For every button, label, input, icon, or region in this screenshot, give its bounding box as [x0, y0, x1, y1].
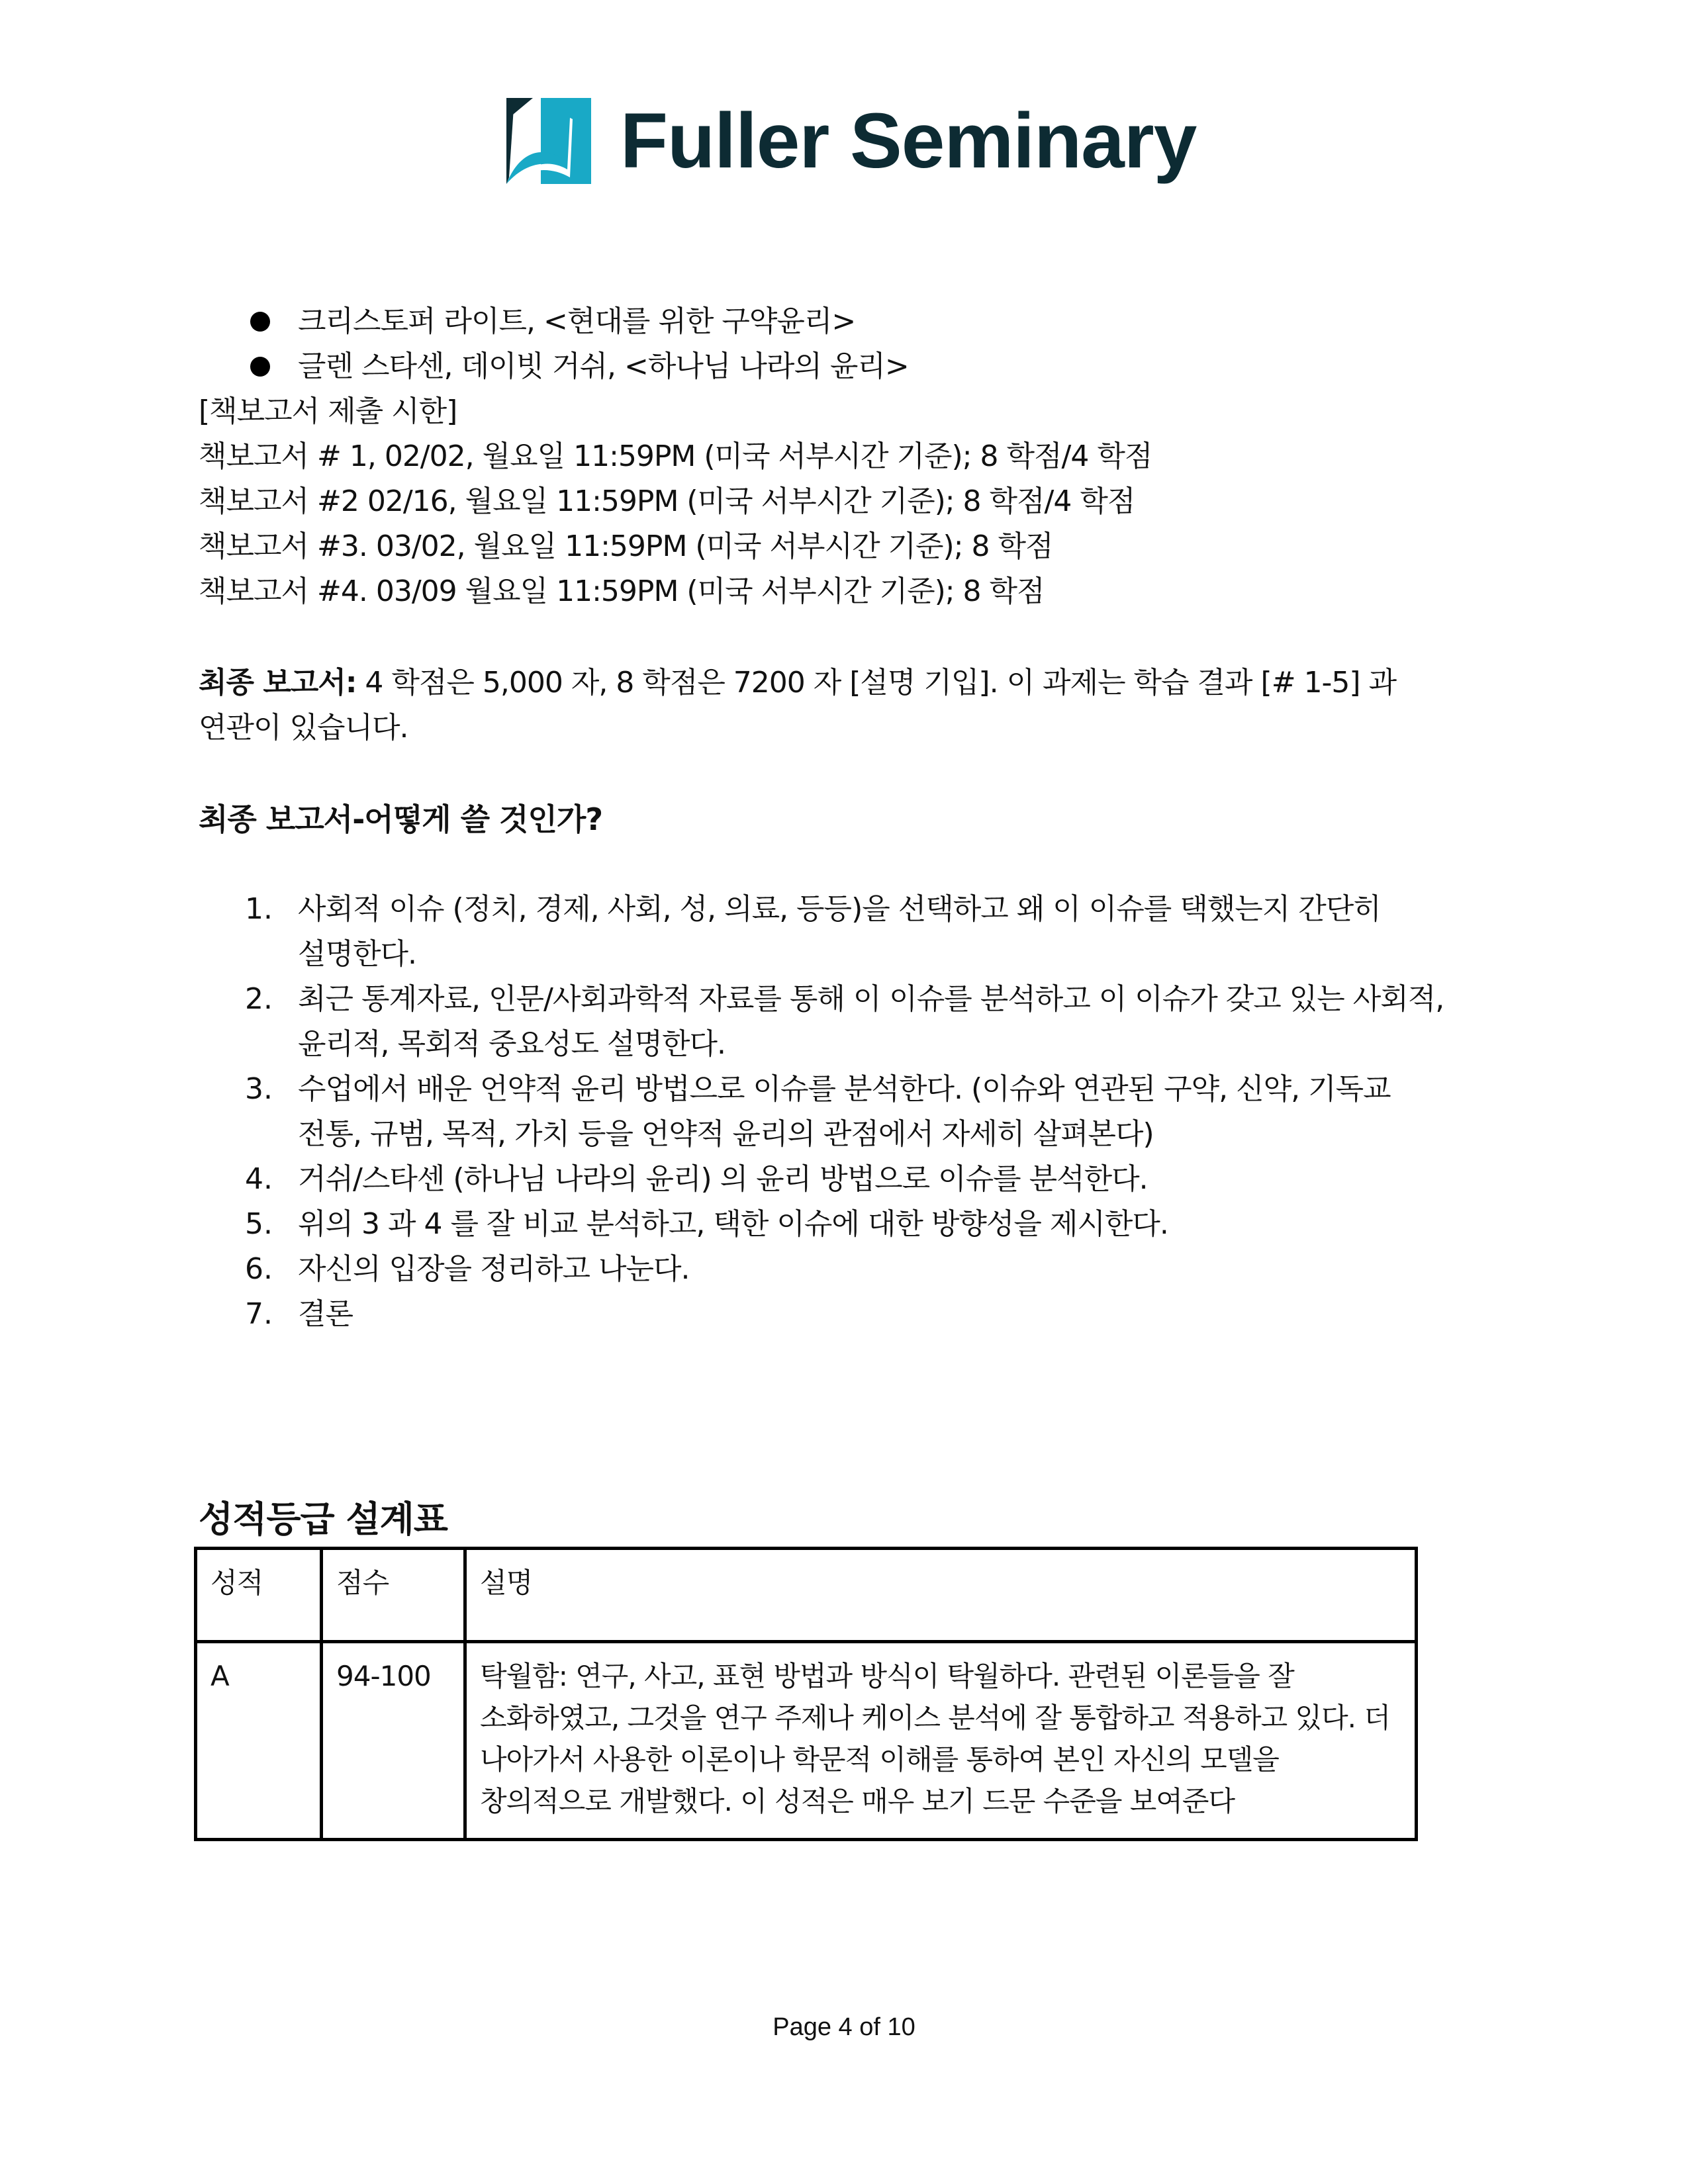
logo-wordmark: Fuller Seminary [620, 97, 1197, 185]
grade-cell: A [196, 1642, 322, 1840]
header-grade: 성적 [196, 1549, 322, 1642]
final-report-line-1 [199, 660, 1396, 705]
how-to-title: 최종 보고서-어떻게 쓸 것인가? [199, 801, 603, 837]
step-number: 2. [245, 982, 273, 1016]
table-row [196, 1642, 1417, 1840]
rubric-header-row [196, 1549, 1417, 1642]
deadline-item: 책보고서 # 1, 02/02, 월요일 11:59PM (미국 서부시간 기준); 8 학점/4 학점 [199, 439, 1152, 473]
deadline-item: 책보고서 #3. 03/02, 월요일 11:59PM (미국 서부시간 기준); 8 학점 [199, 529, 1053, 563]
step-text-cont: 윤리적, 목회적 중요성도 설명한다. [298, 1027, 726, 1061]
final-report-text: 4 학점은 5,000 자, 8 학점은 7200 자 [설명 기입]. 이 과제는 학습 결과 [# 1-5] 과 [356, 666, 1397, 700]
step-text: 자신의 입장을 정리하고 나눈다. [298, 1252, 690, 1286]
step-text: 사회적 이슈 (정치, 경제, 사회, 성, 의료, 등등)을 선택하고 왜 이 이슈를 택했는지 간단히 [298, 892, 1381, 926]
header-score: 점수 [322, 1549, 465, 1642]
step-text: 거쉬/스타센 (하나님 나라의 윤리) 의 윤리 방법으로 이슈를 분석한다. [298, 1162, 1148, 1196]
step-text: 최근 통계자료, 인문/사회과학적 자료를 통해 이 이슈를 분석하고 이 이슈가 갖고 있는 사회적, [298, 982, 1444, 1016]
header-description: 설명 [465, 1549, 1417, 1642]
step-text-cont: 전통, 규범, 목적, 가치 등을 언약적 윤리의 관점에서 자세히 살펴본다) [298, 1117, 1154, 1151]
step-number: 3. [245, 1072, 273, 1106]
description-line: 탁월함: 연구, 사고, 표현 방법과 방식이 탁월하다. 관련된 이론들을 잘 [480, 1660, 1294, 1692]
step-number: 4. [245, 1162, 273, 1196]
reading-item: 크리스토퍼 라이트, <현대를 위한 구약윤리> [298, 304, 856, 338]
rubric-table [194, 1547, 1418, 1841]
step-number: 7. [245, 1297, 273, 1331]
description-cell [465, 1642, 1417, 1840]
final-report-label: 최종 보고서: [199, 666, 357, 700]
step-number: 1. [245, 892, 273, 926]
step-text-cont: 설명한다. [298, 937, 417, 971]
page-number: Page 4 of 10 [773, 2013, 915, 2041]
reading-item: 글렌 스타센, 데이빗 거쉬, <하나님 나라의 윤리> [298, 349, 909, 383]
deadline-item: 책보고서 #4. 03/09 월요일 11:59PM (미국 서부시간 기준); 8 학점 [199, 574, 1045, 608]
description-line: 창의적으로 개발했다. 이 성적은 매우 보기 드문 수준을 보여준다 [480, 1785, 1235, 1817]
bullet-icon [250, 312, 270, 332]
step-number: 5. [245, 1207, 273, 1241]
book-logo-icon [506, 98, 591, 184]
score-cell: 94-100 [322, 1642, 465, 1840]
description-line: 나아가서 사용한 이론이나 학문적 이해를 통하여 본인 자신의 모델을 [480, 1743, 1279, 1776]
fuller-seminary-logo [506, 98, 1196, 184]
deadline-item: 책보고서 #2 02/16, 월요일 11:59PM (미국 서부시간 기준); 8 학점/4 학점 [199, 484, 1135, 518]
deadlines-title: [책보고서 제출 시한] [199, 394, 457, 428]
step-text: 결론 [298, 1297, 353, 1331]
step-text: 위의 3 과 4 를 잘 비교 분석하고, 택한 이슈에 대한 방향성을 제시한다. [298, 1207, 1168, 1241]
step-number: 6. [245, 1252, 273, 1286]
bullet-icon [250, 357, 270, 377]
rubric-title: 성적등급 설계표 [199, 1498, 447, 1540]
final-report-line-2: 연관이 있습니다. [199, 711, 408, 745]
step-text: 수업에서 배운 언약적 윤리 방법으로 이슈를 분석한다. (이슈와 연관된 구약, 신약, 기독교 [298, 1072, 1391, 1106]
description-line: 소화하였고, 그것을 연구 주제나 케이스 분석에 잘 통합하고 적용하고 있다. 더 [480, 1702, 1390, 1734]
